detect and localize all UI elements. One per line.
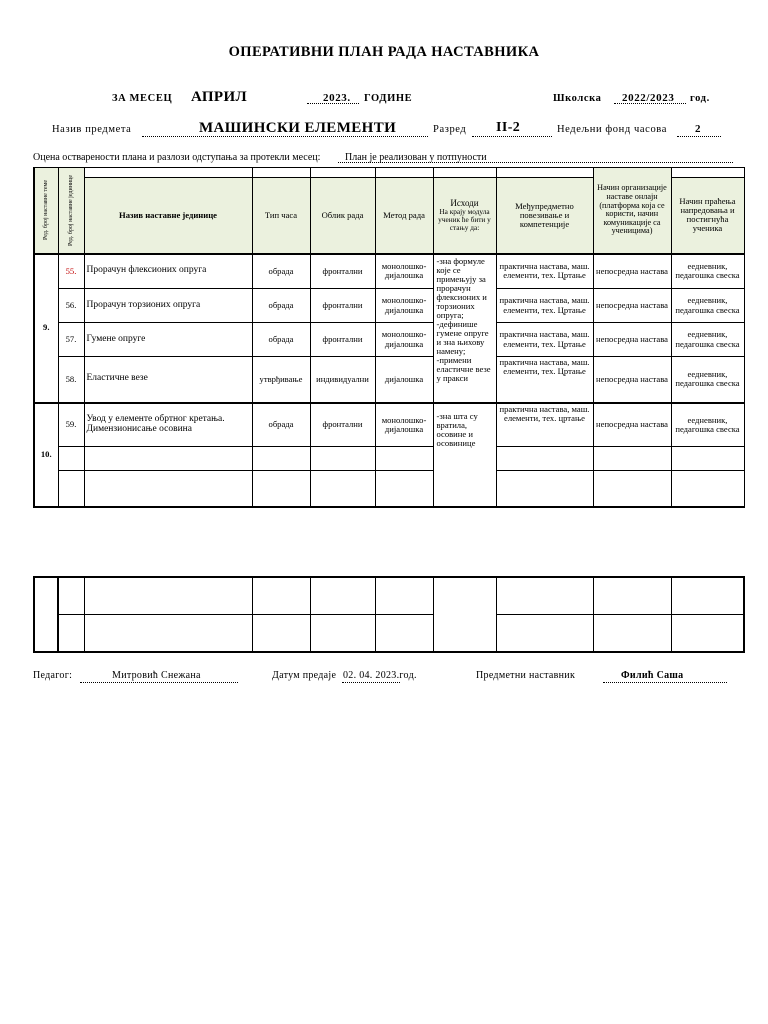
unit-number: 56. <box>58 289 84 323</box>
table-row <box>34 357 744 403</box>
unit-name: Прорачун торзионих опруга <box>84 289 252 323</box>
pedagog-underline <box>80 682 238 683</box>
unit-number: 58. <box>58 357 84 403</box>
unit-name: Увод у елементе обртног кретања. Димензионисање осовина <box>84 403 252 447</box>
plan-table <box>33 167 745 508</box>
subject-label: Назив предмета <box>52 124 132 135</box>
unit-form: фронтални <box>310 289 375 323</box>
month-value: АПРИЛ <box>191 89 248 105</box>
table-row <box>34 323 744 357</box>
unit-type: обрада <box>252 323 310 357</box>
unit-intersubject: практична настава, маш. елементи, тех. Цртање <box>496 323 593 357</box>
unit-organization: непосредна настава <box>593 357 671 403</box>
unit-method: дијалошка <box>375 357 433 403</box>
eval-label: Оцена остварености плана и разлози одступања за протекли месец: <box>33 152 321 163</box>
header-topic-number: Ред. број наставне теме <box>34 168 58 254</box>
unit-type: обрада <box>252 403 310 447</box>
eval-value: План је реализован у потпуности <box>345 152 487 163</box>
table-row <box>34 254 744 289</box>
header-outcomes: Исходи На крају модула ученик ће бити у стању да: <box>433 178 496 254</box>
unit-tracking: еедневник, педагошка свеска <box>671 289 744 323</box>
header-organization: Начин организације наставе онлајн (платформа која се користи, начин комуникације са ученицима) <box>593 168 671 254</box>
unit-name: Еластичне везе <box>84 357 252 403</box>
unit-method: монолошко-дијалошка <box>375 403 433 447</box>
teacher-label: Предметни наставник <box>476 670 576 681</box>
page-title: ОПЕРАТИВНИ ПЛАН РАДА НАСТАВНИКА <box>228 44 540 60</box>
table-row <box>34 289 744 323</box>
subject-value: МАШИНСКИ ЕЛЕМЕНТИ <box>199 120 397 136</box>
table-row-empty <box>34 471 744 507</box>
unit-form: фронтални <box>310 403 375 447</box>
unit-type: обрада <box>252 254 310 289</box>
grade-label: Разред <box>433 124 467 135</box>
unit-method: монолошко-дијалошка <box>375 323 433 357</box>
grade-value: II-2 <box>496 120 521 135</box>
grade-underline <box>472 136 552 137</box>
pedagog-name: Митровић Снежана <box>112 670 201 681</box>
unit-name: Гумене опруге <box>84 323 252 357</box>
unit-type: утврђивање <box>252 357 310 403</box>
teacher-underline <box>603 682 727 683</box>
month-label: ЗА МЕСЕЦ <box>112 93 173 104</box>
unit-tracking: еедневник, педагошка свеска <box>671 323 744 357</box>
date-value: 02. 04. 2023.год. <box>343 670 417 681</box>
unit-tracking: еедневник, педагошка свеска <box>671 403 744 447</box>
date-underline <box>342 682 400 683</box>
empty-table <box>33 576 745 653</box>
teacher-name: Филић Саша <box>621 670 684 681</box>
unit-intersubject: практична настава, маш. елементи, тех. Цртање <box>496 254 593 289</box>
weekly-underline <box>677 136 721 137</box>
unit-method: монолошко-дијалошка <box>375 254 433 289</box>
header-tracking: Начин праћења напредовања и постигнућа ученика <box>671 178 744 254</box>
unit-name: Прорачун флексионих опруга <box>84 254 252 289</box>
outcomes-section-9: -зна формуле које се примењују за прорачун флексионих и торзионих опруга; -дефинише гумене опруге и зна њихову намену; -примени еластичне везе у пракси <box>433 254 496 403</box>
unit-organization: непосредна настава <box>593 323 671 357</box>
unit-number: 57. <box>58 323 84 357</box>
school-year-suffix: год. <box>690 93 710 104</box>
unit-tracking: еедневник, педагошка свеска <box>671 357 744 403</box>
unit-tracking: еедневник, педагошка свеска <box>671 254 744 289</box>
weekly-label: Недељни фонд часова <box>557 124 667 135</box>
unit-organization: непосредна настава <box>593 289 671 323</box>
unit-method: монолошко-дијалошка <box>375 289 433 323</box>
school-year-label: Школска <box>553 93 602 104</box>
header-intersubject: Међупредметно повезивање и компетенције <box>496 178 593 254</box>
date-label: Датум предаје <box>272 670 337 681</box>
year-value: 2023. <box>323 92 351 104</box>
unit-form: индивидуални <box>310 357 375 403</box>
unit-number: 59. <box>58 403 84 447</box>
unit-number: 55. <box>58 254 84 289</box>
unit-intersubject: практична настава, маш. елементи, тех. Цртање <box>496 289 593 323</box>
unit-form: фронтални <box>310 323 375 357</box>
header-form: Облик рада <box>310 178 375 254</box>
table-row-empty <box>34 447 744 471</box>
unit-organization: непосредна настава <box>593 254 671 289</box>
unit-type: обрада <box>252 289 310 323</box>
header-unit-number: Ред. број наставне јединице <box>58 168 84 254</box>
outcomes-section-10: -зна шта су вратила, осовине и осовинице <box>433 403 496 507</box>
unit-intersubject: практична настава, маш. елементи, тех. цртање <box>496 403 593 447</box>
unit-form: фронтални <box>310 254 375 289</box>
weekly-value: 2 <box>695 123 702 135</box>
section-number: 9. <box>34 254 58 403</box>
table-row <box>34 403 744 447</box>
header-unit-name: Назив наставне јединице <box>84 178 252 254</box>
unit-intersubject: практична настава, маш. елементи, тех. Цртање <box>496 357 593 403</box>
section-number: 10. <box>34 403 58 507</box>
year-suffix: ГОДИНЕ <box>364 93 413 104</box>
school-year-value: 2022/2023 <box>622 92 675 104</box>
header-method: Метод рада <box>375 178 433 254</box>
header-type: Тип часа <box>252 178 310 254</box>
pedagog-label: Педагог: <box>33 670 73 681</box>
unit-organization: непосредна настава <box>593 403 671 447</box>
